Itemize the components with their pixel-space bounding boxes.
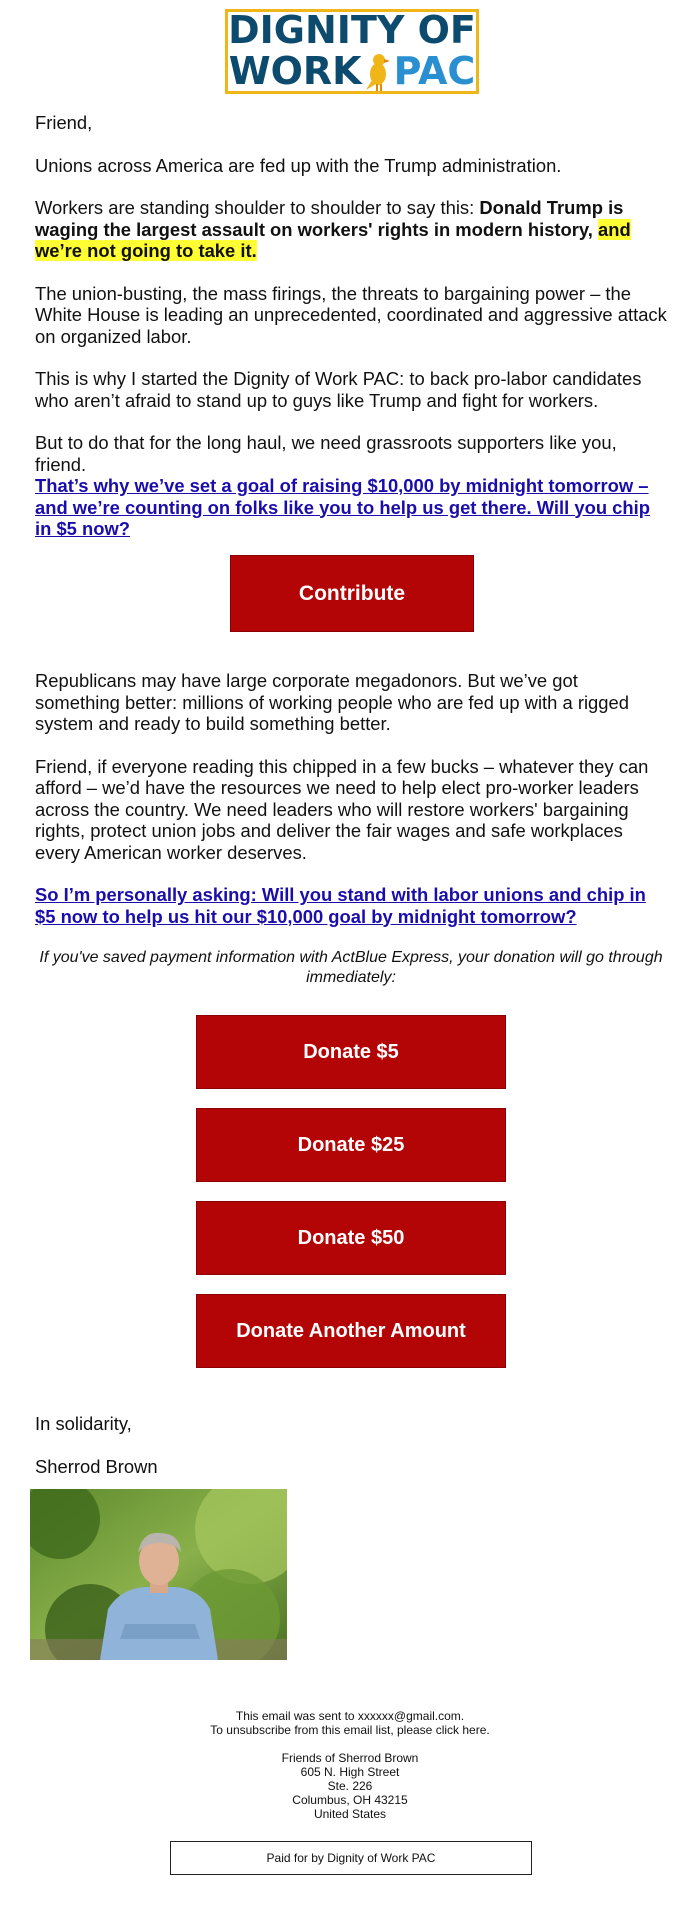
logo-line-1: DIGNITY OF xyxy=(228,8,476,52)
contribute-button[interactable]: Contribute xyxy=(230,555,474,632)
donate-25-button[interactable]: Donate $25 xyxy=(196,1108,506,1182)
paragraph-2-highlight: and we’re not going to take it. xyxy=(35,218,631,261)
paragraph-6: Republicans may have large corporate megadonors. But we’ve got something better: millions of working people who are fed up with a rigged system and ready to build something better. xyxy=(35,670,629,734)
suite: Ste. 226 xyxy=(327,1779,373,1793)
country: United States xyxy=(313,1807,387,1821)
goal-donate-link[interactable]: That’s why we’ve set a goal of raising $10,000 by midnight tomorrow – and we’re counting on folks like you to help us get there. Will you chip in $5 now? xyxy=(35,475,650,539)
letter-body-middle xyxy=(35,670,667,948)
canary-bird-icon xyxy=(364,50,392,92)
sherrod-brown-photo xyxy=(30,1489,287,1660)
paragraph-3: The union-busting, the mass firings, the threats to bargaining power – the White House is leading an unprecedented, coordinated and aggressive attack on organized labor. xyxy=(35,282,667,347)
donate-5-button[interactable]: Donate $5 xyxy=(196,1015,506,1089)
actblue-express-note: If you've saved payment information with ActBlue Express, your donation will go through immediately: xyxy=(39,949,663,986)
email-footer xyxy=(0,1709,700,1821)
paragraph-8 xyxy=(35,884,667,927)
logo-work-text: WORK xyxy=(228,49,362,93)
portrait-illustration xyxy=(30,1489,287,1660)
city-state-zip: Columbus, OH 43215 xyxy=(292,1793,408,1807)
unsubscribe-link[interactable]: To unsubscribe from this email list, please click here. xyxy=(210,1723,490,1737)
org-name: Friends of Sherrod Brown xyxy=(281,1751,419,1765)
paragraph-7: Friend, if everyone reading this chipped in a few bucks – whatever they can afford – we’d have the resources we need to help elect pro-worker leaders across the country. We need leaders who will restore workers' bargaining rights, protect union jobs and deliver the fair wages and safe workplaces every American worker deserves. xyxy=(35,755,649,863)
donate-another-amount-button[interactable]: Donate Another Amount xyxy=(196,1294,506,1368)
donate-50-button[interactable]: Donate $50 xyxy=(196,1201,506,1275)
logo-line-2 xyxy=(229,50,476,92)
paragraph-4: This is why I started the Dignity of Work PAC: to back pro-labor candidates who aren’t afraid to stand up to guys like Trump and fight for workers. xyxy=(35,368,642,411)
greeting: Friend, xyxy=(35,112,93,133)
closing: In solidarity, xyxy=(35,1413,132,1434)
paragraph-5-lead: But to do that for the long haul, we need grassroots supporters like you, friend. xyxy=(35,432,617,475)
logo-pac-text: PAC xyxy=(393,49,476,93)
street-address: 605 N. High Street xyxy=(300,1765,400,1779)
paid-for-disclaimer: Paid for by Dignity of Work PAC xyxy=(170,1841,532,1875)
letter-body-top xyxy=(35,112,667,561)
sent-to-line: This email was sent to xxxxxx@gmail.com. xyxy=(235,1709,465,1723)
signature-name: Sherrod Brown xyxy=(35,1456,158,1477)
personal-ask-link[interactable]: So I’m personally asking: Will you stand with labor unions and chip in $5 now to help us hit our $10,000 goal by midnight tomorrow? xyxy=(35,884,646,927)
paragraph-1: Unions across America are fed up with the Trump administration. xyxy=(35,154,562,176)
paragraph-2-bold: Donald Trump is waging the largest assault on workers' rights in modern history, xyxy=(35,197,624,240)
dignity-of-work-pac-logo[interactable] xyxy=(225,9,479,94)
paragraph-2-lead: Workers are standing shoulder to shoulder to say this: xyxy=(35,197,480,218)
paragraph-5 xyxy=(35,432,667,540)
paragraph-2 xyxy=(35,197,667,262)
